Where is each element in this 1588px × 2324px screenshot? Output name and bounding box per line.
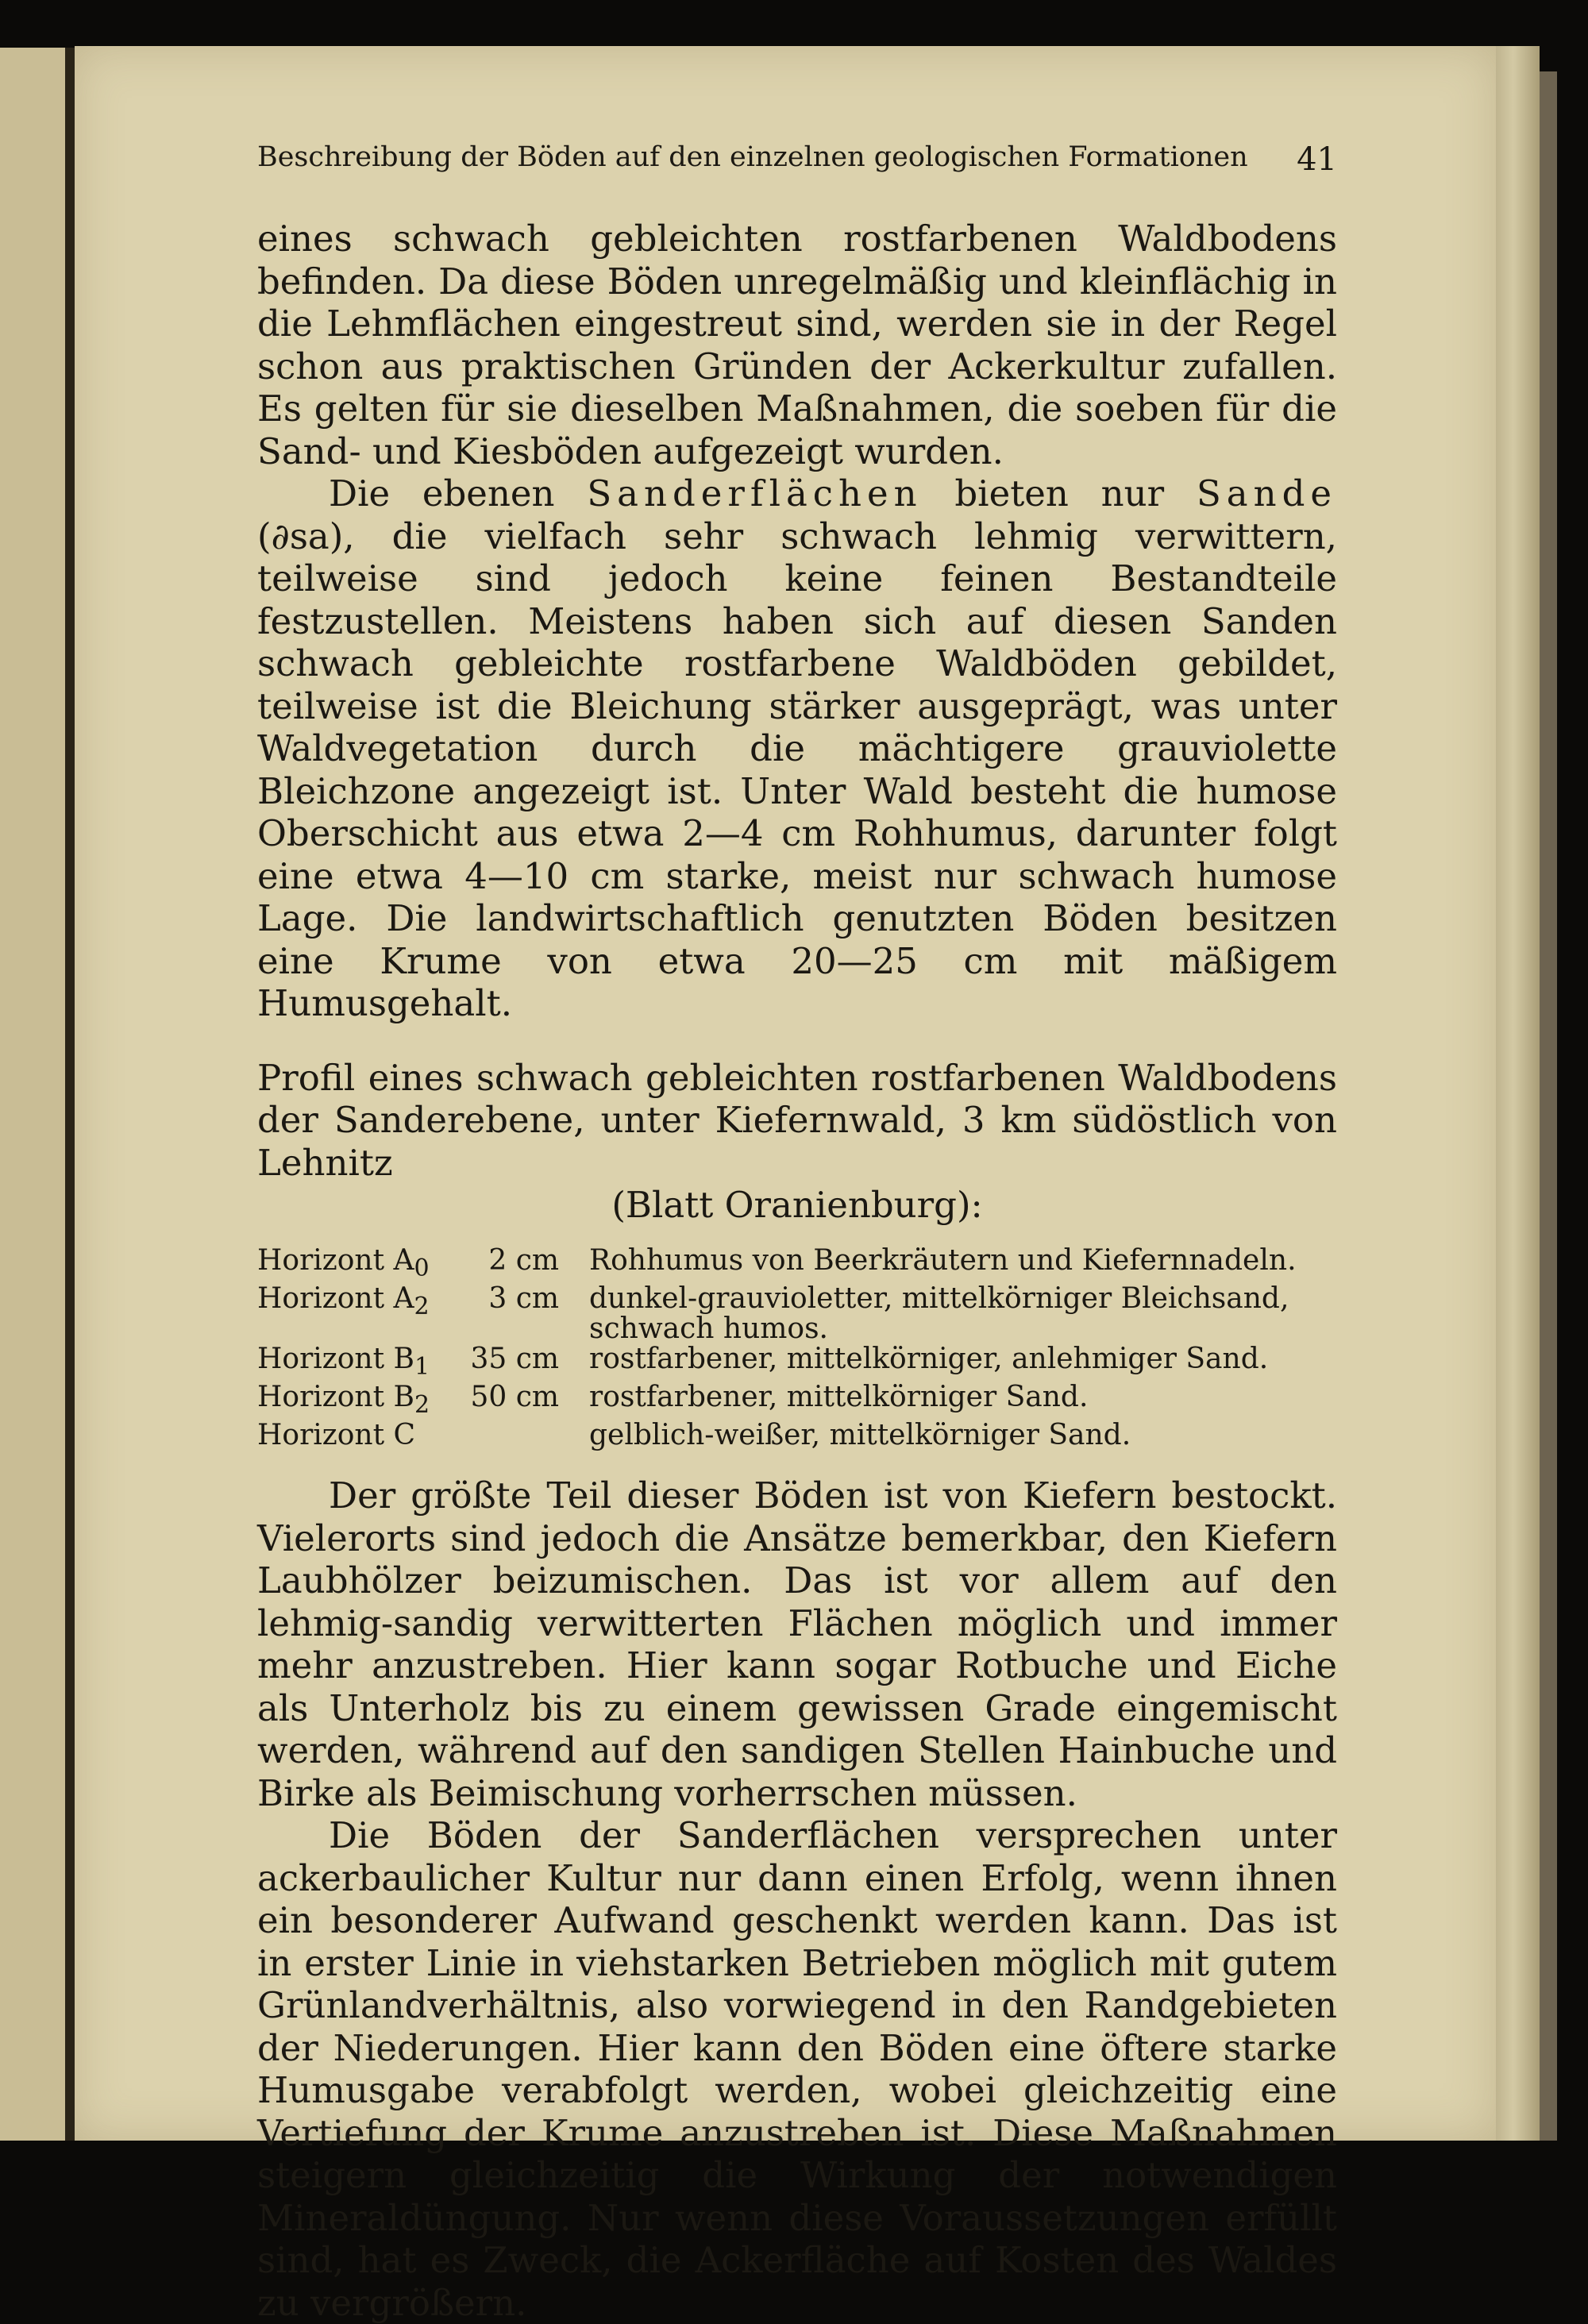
book-cover-edge <box>1540 71 1557 2141</box>
horizon-label: Horizont $A_2$ <box>257 1281 430 1320</box>
soil-profile-table <box>257 1243 1337 1459</box>
horizon-label: Horizont $A_0$ <box>257 1243 430 1282</box>
left-page-edge <box>0 48 65 2141</box>
para2-text-e: (∂sa), die vielfach sehr schwach lehmig verwittern, teilweise sind jedoch keine feinen Bestandteile festzustellen. Meistens haben sich auf diesen Sanden schwach gebleichte rostfarbene Waldböden gebildet, teilweise ist die Bleichung stärker ausgeprägt, was unter Waldvegetation durch die mächtigere grauviolette Bleichzone angezeigt ist. Unter Wald besteht die humose Oberschicht aus etwa 2—4 cm Rohhumus, darunter folgt eine etwa 4—10 cm starke, meist nur schwach humose Lage. Die landwirtschaftlich genutzten Böden besitzen eine Krume von etwa 20—25 cm mit mäßigem Humusgehalt. <box>257 515 1337 1024</box>
table-row <box>257 1246 1337 1284</box>
horizon-depth <box>460 1420 589 1459</box>
horizon-label: Horizont C <box>257 1419 416 1452</box>
table-row <box>257 1420 1337 1459</box>
horizon-description: rostfarbener, mittelkörniger, anlehmiger Sand. <box>589 1342 1269 1375</box>
horizon-depth: 3 cm <box>488 1281 559 1315</box>
page-number: 41 <box>1297 141 1337 178</box>
header-title: Beschreibung der Böden auf den einzelnen geologischen Formationen <box>257 141 1248 173</box>
page-content <box>257 141 1337 2324</box>
horizon-description: Rohhumus von Beerkräutern und Kiefernnadeln. <box>589 1243 1297 1277</box>
para2-spaced-term-sande: Sande <box>1196 472 1338 515</box>
horizon-depth: 50 cm <box>470 1380 559 1413</box>
book-gutter <box>65 48 75 2141</box>
profile-caption-sheet: (Blatt Oranienburg): <box>611 1184 983 1226</box>
horizon-label: Horizont $B_2$ <box>257 1380 430 1420</box>
para2-text-c: bieten nur <box>954 472 1165 515</box>
running-header <box>257 141 1337 178</box>
horizon-depth: 35 cm <box>470 1342 559 1375</box>
para2-spaced-term-sanderflaechen: Sanderflächen <box>587 472 923 515</box>
paragraph-4: Die Böden der Sanderflächen versprechen unter ackerbaulicher Kultur nur dann einen Erfolg, wenn ihnen ein besonderer Aufwand geschenkt werden kann. Das ist in erster Linie in viehstarken Betrieben möglich mit gutem Grünlandverhältnis, also vorwiegend in den Randgebieten der Niederungen. Hier kann den Böden eine öftere starke Humusgabe verabfolgt werden, wobei gleichzeitig eine Vertiefung der Krume anzustreben ist. Diese Maßnahmen steigern gleichzeitig die Wirkung der notwendigen Mineraldüngung. Nur wenn diese Voraussetzungen erfüllt sind, hat es Zweck, die Ackerfläche auf Kosten des Waldes zu vergrößern. <box>257 1814 1337 2324</box>
table-row <box>257 1344 1337 1382</box>
horizon-description: dunkel-grauvioletter, mittelkörniger Bleichsand, schwach humos. <box>589 1281 1289 1345</box>
horizon-description: gelblich-weißer, mittelkörniger Sand. <box>589 1419 1131 1452</box>
book-page <box>75 46 1496 2324</box>
paragraph-2 <box>257 472 1337 1025</box>
para2-text-a: Die ebenen <box>329 472 555 515</box>
paragraph-3: Der größte Teil dieser Böden ist von Kiefern bestockt. Vielerorts sind jedoch die Ansätze bemerkbar, den Kiefern Laubhölzer beizumischen. Das ist vor allem auf den lehmig-sandig verwitterten Flächen möglich und immer mehr anzustreben. Hier kann sogar Rotbuche und Eiche als Unterholz bis zu einem gewissen Grade eingemischt werden, während auf den sandigen Stellen Hainbuche und Birke als Beimischung vorherrschen müssen. <box>257 1474 1337 1814</box>
profile-caption: Profil eines schwach gebleichten rostfarbenen Waldbodens der Sanderebene, unter Kiefernwald, 3 km südöstlich von Lehnitz <box>257 1056 1337 1184</box>
paragraph-1: eines schwach gebleichten rostfarbenen Waldbodens befinden. Da diese Böden unregelmäßig und kleinflächig in die Lehmflächen eingestreut sind, werden sie in der Regel schon aus praktischen Gründen der Ackerkultur zufallen. Es gelten für sie dieselben Maßnahmen, die soeben für die Sand- und Kiesböden aufgezeigt wurden. <box>257 218 1337 472</box>
horizon-description: rostfarbener, mittelkörniger Sand. <box>589 1380 1089 1413</box>
table-row <box>257 1284 1337 1344</box>
page-stack-edge <box>1496 46 1540 2141</box>
table-row <box>257 1382 1337 1420</box>
horizon-label: Horizont $B_1$ <box>257 1342 430 1381</box>
horizon-depth: 2 cm <box>488 1243 559 1277</box>
